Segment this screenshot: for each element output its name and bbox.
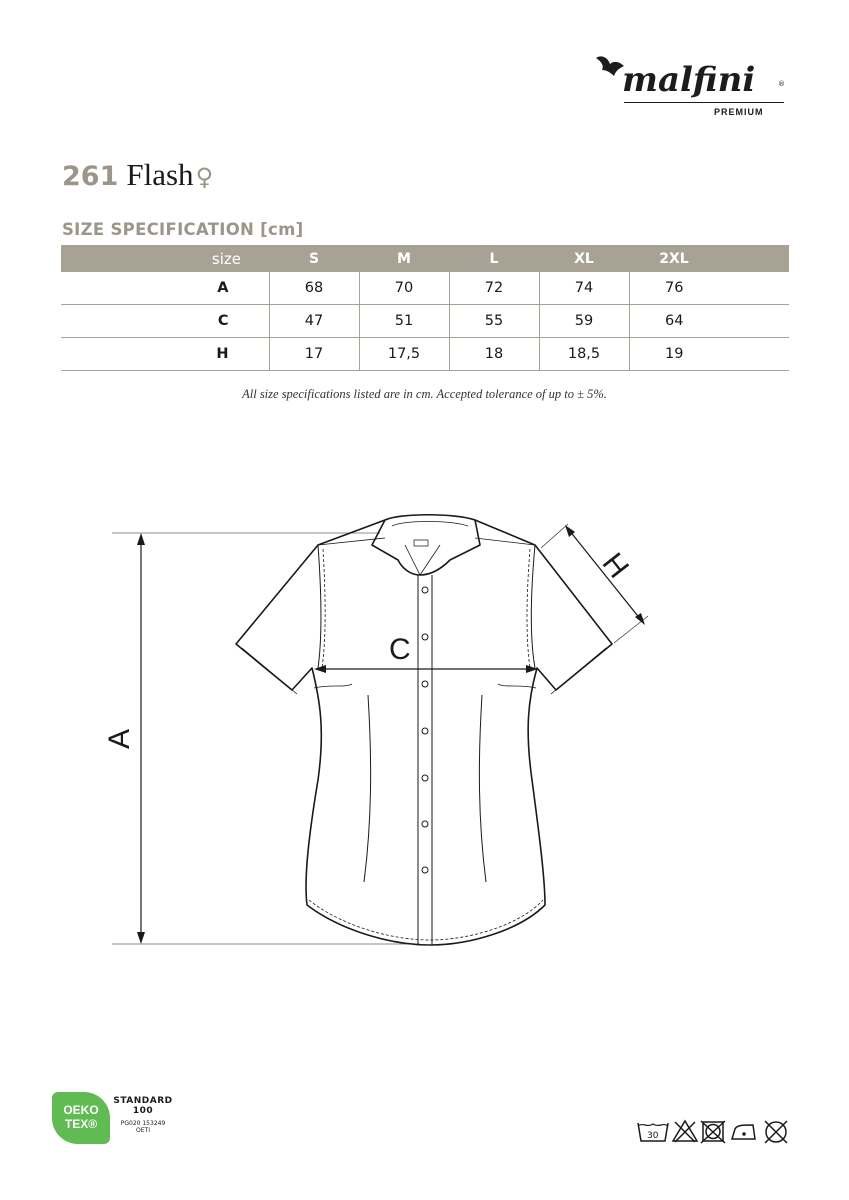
table-cell: 51 (359, 305, 449, 338)
standard-number: 100 (132, 1106, 154, 1116)
header-size: M (359, 245, 449, 272)
no-bleach-icon (673, 1121, 697, 1142)
table-cell: 64 (629, 305, 719, 338)
button-icon (422, 821, 428, 827)
table-cell: 68 (269, 272, 359, 305)
button-icon (422, 587, 428, 593)
table-cell: 74 (539, 272, 629, 305)
dimension-label-c: C (389, 633, 411, 666)
no-dry-clean-icon (765, 1121, 787, 1143)
dimension-label-h: H (595, 546, 635, 585)
table-cell: 70 (359, 272, 449, 305)
table-cell: 18 (449, 338, 539, 371)
row-label: A (61, 272, 269, 305)
product-name: Flash (126, 157, 194, 192)
header-size: 2XL (629, 245, 719, 272)
product-code: 261 (62, 161, 119, 192)
iron-low-icon (732, 1125, 755, 1139)
row-label: C (61, 305, 269, 338)
logo-wordmark: malfini (622, 60, 756, 100)
standard-label: STANDARD (113, 1096, 173, 1106)
table-cell: 19 (629, 338, 719, 371)
table-cell: 17 (269, 338, 359, 371)
table-cell: 72 (449, 272, 539, 305)
table-cell: 55 (449, 305, 539, 338)
header-size-label: size (61, 245, 269, 272)
button-icon (422, 634, 428, 640)
table-cell: 18,5 (539, 338, 629, 371)
placket (418, 575, 432, 945)
logo-premium: PREMIUM (714, 107, 764, 117)
oeko-tex-badge (52, 1092, 110, 1144)
header-size: XL (539, 245, 629, 272)
table-cell: 59 (539, 305, 629, 338)
button-icon (422, 775, 428, 781)
button-icon (422, 867, 428, 873)
spec-heading: SIZE SPECIFICATION [cm] (62, 220, 304, 239)
wash-temp: 30 (647, 1131, 659, 1141)
table-cell: 17,5 (359, 338, 449, 371)
tolerance-note: All size specifications listed are in cm. Accepted tolerance of up to ± 5%. (242, 387, 607, 401)
header-size: S (269, 245, 359, 272)
dimension-label-a: A (103, 728, 137, 750)
wash-30-icon (638, 1123, 668, 1141)
no-tumble-dry-icon (701, 1121, 725, 1143)
row-label: H (61, 338, 269, 371)
care-symbols (635, 1117, 795, 1147)
header-size: L (449, 245, 539, 272)
female-icon: ♀ (195, 163, 214, 191)
oeko-line1: OEKO (63, 1103, 99, 1117)
button-icon (422, 681, 428, 687)
table-cell: 47 (269, 305, 359, 338)
cert-code: PG020 153249 (120, 1120, 166, 1127)
cert-institute: OETI (136, 1127, 150, 1134)
button-icon (422, 728, 428, 734)
oeko-line2: TEX® (64, 1117, 98, 1131)
registered-mark: ® (778, 80, 785, 88)
oeko-standard (113, 1096, 173, 1134)
table-cell: 76 (629, 272, 719, 305)
